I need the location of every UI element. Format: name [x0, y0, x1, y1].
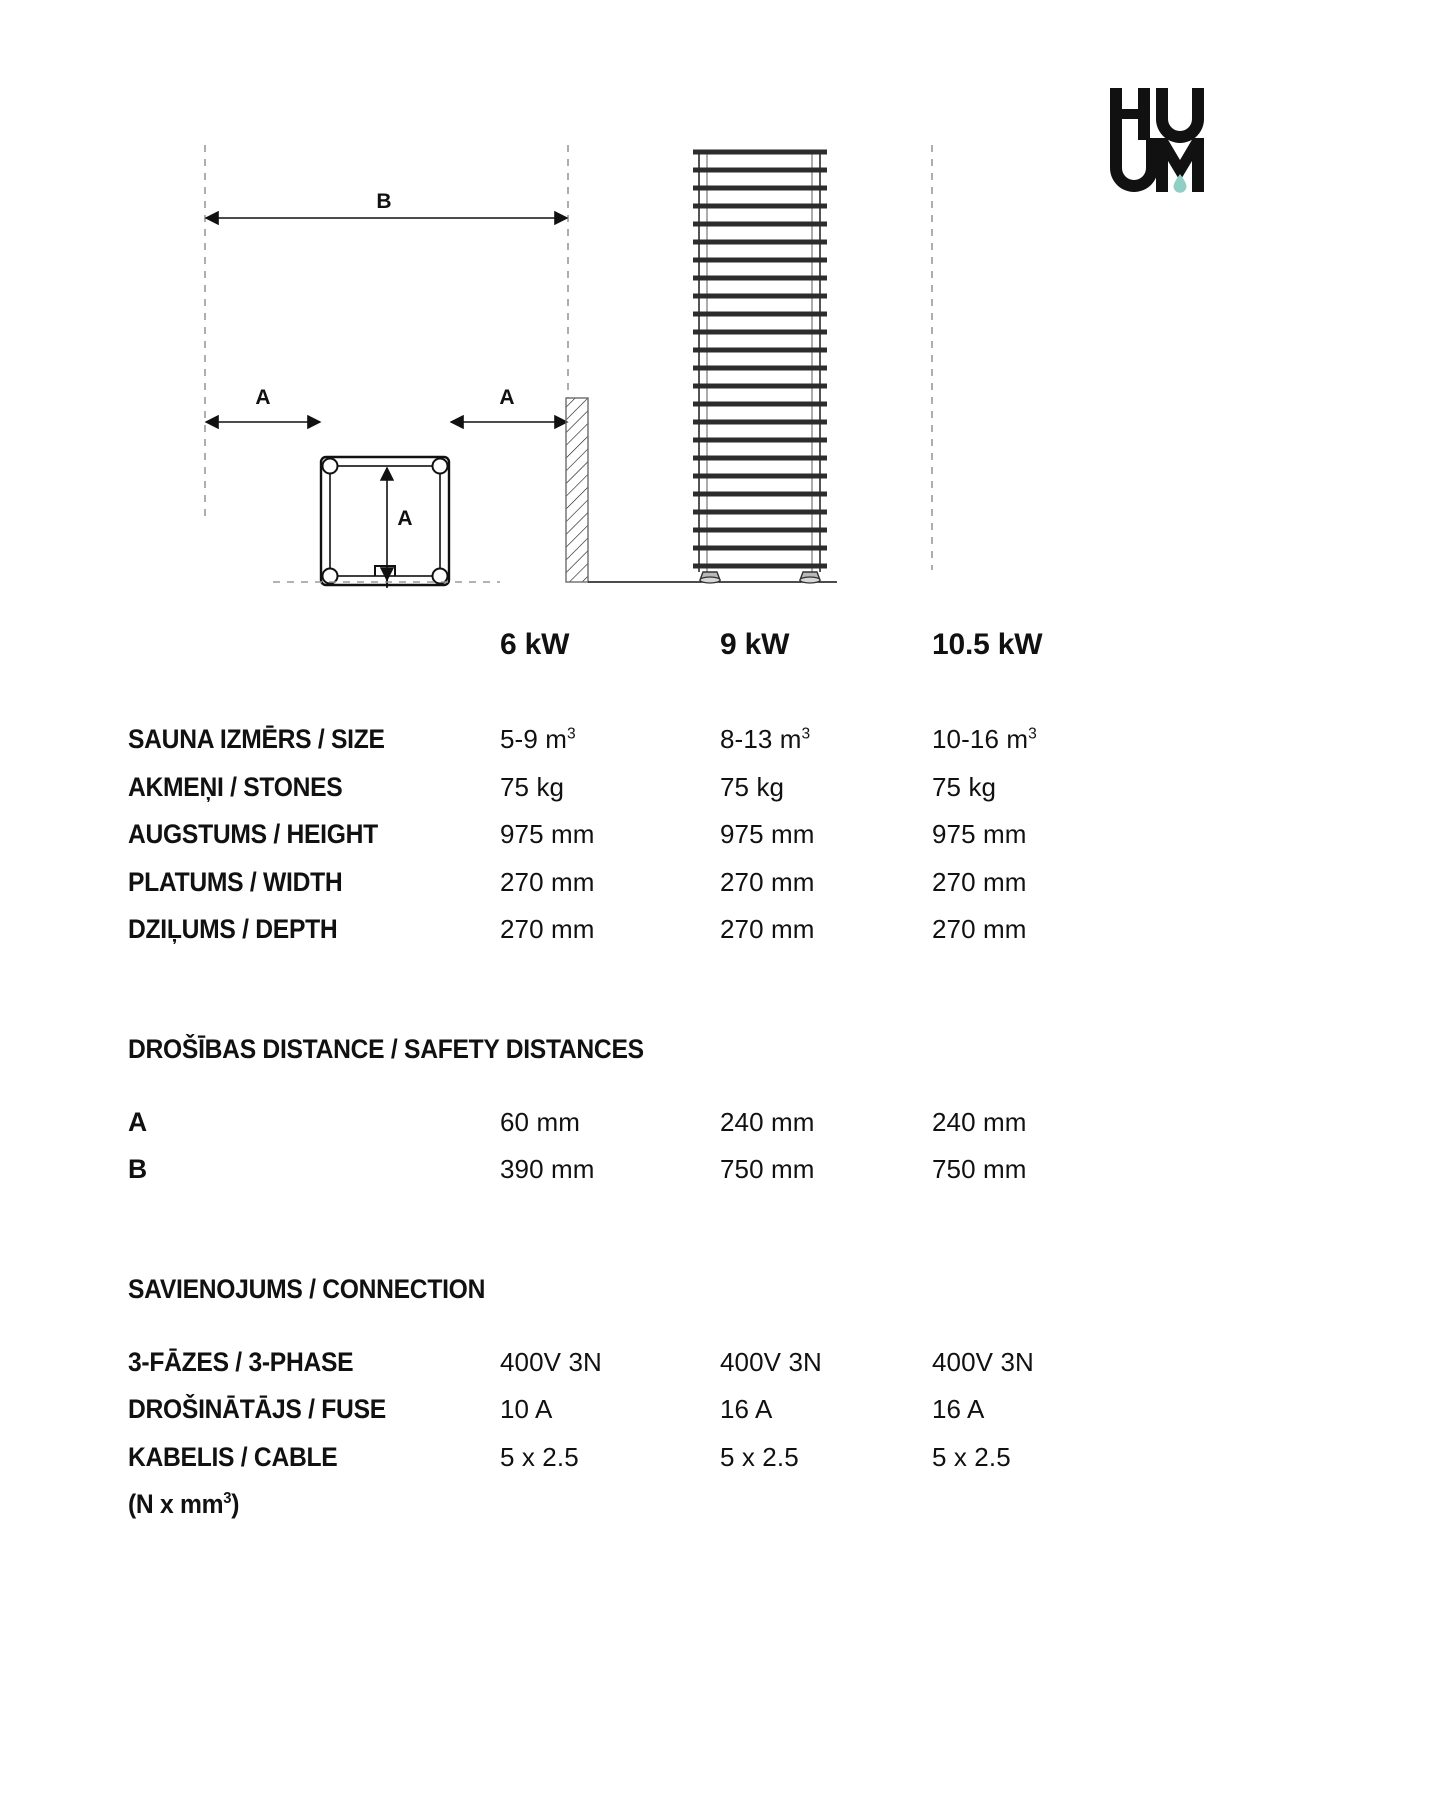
row-label-size: SAUNA IZMĒRS / SIZE	[128, 724, 385, 754]
spacer	[128, 1065, 1308, 1107]
svg-text:A: A	[499, 386, 515, 409]
table-row	[128, 1394, 1308, 1442]
table-row	[128, 1107, 1308, 1155]
row-label-height: AUGSTUMS / HEIGHT	[128, 819, 378, 849]
row-label-distance-a: A	[128, 1106, 148, 1137]
column-header-10-5kw: 10.5 kW	[932, 628, 1043, 661]
table-row	[128, 724, 1308, 772]
table-row	[128, 1154, 1308, 1202]
row-value-distance-b-6kw: 390 mm	[500, 1154, 595, 1184]
specification-table	[128, 628, 1308, 1520]
column-header-6kw: 6 kW	[500, 628, 570, 661]
row-value-size-9kw	[720, 724, 932, 755]
row-label-stones: AKMEŅI / STONES	[128, 771, 343, 802]
water-droplet-icon	[1174, 174, 1187, 193]
row-value-height-6kw: 975 mm	[500, 819, 595, 849]
row-value-distance-a-6kw: 60 mm	[500, 1106, 580, 1137]
row-value-height-9kw: 975 mm	[720, 819, 815, 849]
row-value-cable-10-5kw: 5 x 2.5	[932, 1441, 1011, 1472]
table-header-row	[128, 628, 1308, 700]
row-value-size-6kw	[500, 724, 720, 755]
row-value-width-10-5kw: 270 mm	[932, 866, 1027, 897]
row-value-depth-10-5kw: 270 mm	[932, 914, 1027, 944]
svg-text:B: B	[376, 190, 392, 213]
svg-text:A: A	[255, 386, 271, 409]
technical-diagram	[0, 120, 1000, 620]
cable-unit-superscript: 3	[223, 1490, 232, 1508]
row-label-cable-unit	[128, 1489, 1225, 1520]
row-value-width-6kw: 270 mm	[500, 866, 595, 897]
table-row	[128, 819, 1308, 867]
table-row	[128, 1442, 1308, 1490]
row-label-fuse: DROŠINĀTĀJS / FUSE	[128, 1394, 386, 1424]
huum-logo-mark	[1110, 82, 1210, 194]
row-value-cable-6kw: 5 x 2.5	[500, 1441, 579, 1472]
row-value-stones-9kw: 75 kg	[720, 771, 785, 802]
row-value-distance-b-10-5kw: 750 mm	[932, 1154, 1027, 1184]
row-value-distance-a-9kw: 240 mm	[720, 1106, 815, 1137]
value-text: 5-9 m	[500, 724, 567, 754]
table-row	[128, 772, 1308, 820]
row-value-3phase-6kw: 400V 3N	[500, 1346, 602, 1377]
row-value-fuse-9kw: 16 A	[720, 1394, 773, 1424]
value-text: 8-13 m	[720, 724, 802, 754]
row-value-stones-10-5kw: 75 kg	[932, 771, 997, 802]
row-value-fuse-10-5kw: 16 A	[932, 1394, 985, 1424]
row-value-fuse-6kw: 10 A	[500, 1394, 553, 1424]
cable-unit-suffix: )	[231, 1489, 240, 1519]
spacer	[128, 962, 1308, 1034]
row-label-cable: KABELIS / CABLE	[128, 1441, 338, 1472]
spacer	[128, 1202, 1308, 1274]
row-value-depth-6kw: 270 mm	[500, 914, 595, 944]
row-label-3phase: 3-FĀZES / 3-PHASE	[128, 1346, 354, 1377]
value-text: 10-16 m	[932, 724, 1029, 754]
table-row	[128, 914, 1308, 962]
row-value-distance-a-10-5kw: 240 mm	[932, 1106, 1027, 1137]
superscript: 3	[801, 725, 811, 743]
row-value-distance-b-9kw: 750 mm	[720, 1154, 815, 1184]
row-value-stones-6kw: 75 kg	[500, 771, 565, 802]
row-value-3phase-10-5kw: 400V 3N	[932, 1346, 1034, 1377]
row-value-size-10-5kw	[932, 724, 1192, 755]
huum-logo	[1110, 82, 1210, 194]
row-value-cable-9kw: 5 x 2.5	[720, 1441, 799, 1472]
section-title-safety-distances: DROŠĪBAS DISTANCE / SAFETY DISTANCES	[128, 1033, 644, 1064]
row-label-depth: DZIĻUMS / DEPTH	[128, 914, 338, 944]
row-value-depth-9kw: 270 mm	[720, 914, 815, 944]
spacer	[128, 700, 1308, 724]
svg-text:A: A	[397, 507, 413, 530]
row-value-height-10-5kw: 975 mm	[932, 819, 1027, 849]
table-row	[128, 867, 1308, 915]
diagram-svg	[0, 120, 1000, 620]
row-value-3phase-9kw: 400V 3N	[720, 1346, 822, 1377]
section-title-connection: SAVIENOJUMS / CONNECTION	[128, 1273, 486, 1304]
column-header-9kw: 9 kW	[720, 628, 790, 661]
row-label-width: PLATUMS / WIDTH	[128, 866, 343, 897]
table-row	[128, 1347, 1308, 1395]
superscript: 3	[566, 725, 576, 743]
superscript: 3	[1028, 725, 1037, 743]
spacer	[128, 1305, 1308, 1347]
row-value-width-9kw: 270 mm	[720, 866, 815, 897]
row-label-distance-b: B	[128, 1154, 148, 1184]
cable-unit-prefix: (N x mm	[128, 1489, 224, 1519]
